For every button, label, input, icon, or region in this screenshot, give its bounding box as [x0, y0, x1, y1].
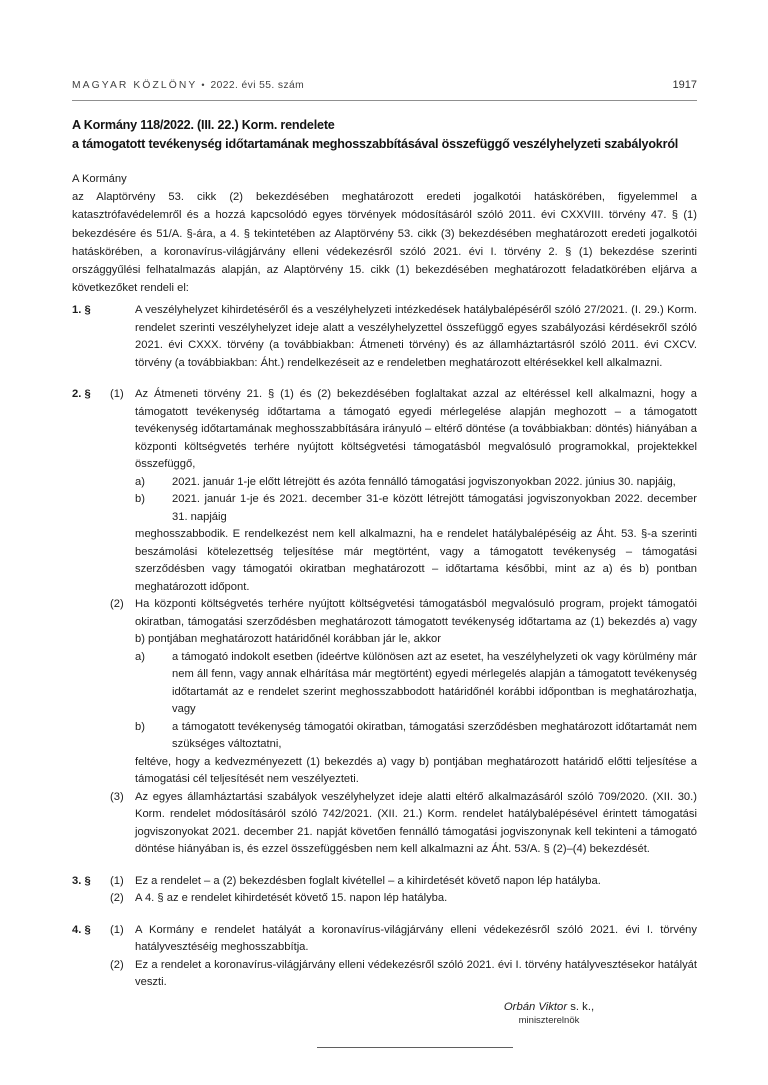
subsection-text: [135, 302, 697, 372]
section-number: 2. §: [72, 388, 91, 401]
subsection-marker: (1): [110, 388, 124, 401]
list-item-marker: a): [135, 475, 145, 488]
subsection-2-1: [110, 386, 697, 596]
decree-title-line2: a támogatott tevékenység időtartamának meghosszabbításával összefüggő veszélyhelyzeti szabályokról: [72, 137, 679, 151]
signatory-name-italic: Orbán Viktor: [503, 1000, 568, 1013]
subsection-text: [135, 789, 697, 859]
subsection: [110, 302, 697, 372]
signatory-name: [439, 1001, 659, 1013]
list-item: [135, 719, 697, 754]
signatory-role: miniszterelnök: [518, 1014, 580, 1026]
list-item-marker: b): [135, 493, 145, 506]
section-body: [110, 386, 697, 859]
subsection-text: [135, 957, 697, 992]
subsection-3-1: [110, 873, 697, 891]
subsection-marker: (2): [110, 958, 124, 971]
section-2: [72, 386, 697, 859]
subsection-text: [135, 596, 697, 789]
subsection-marker: (1): [110, 923, 124, 936]
section-body: [110, 873, 697, 908]
list-item-text: 2021. január 1-je és 2021. december 31-e között létrejött támogatási jogviszonyokban 2022. december 31. napjáig: [172, 493, 697, 523]
subsection-3-2: [110, 890, 697, 908]
subsection-marker: [110, 302, 135, 372]
subsection-2-3: [110, 789, 697, 859]
signature-block: [439, 1001, 659, 1026]
decree-title-line1: A Kormány 118/2022. (III. 22.) Korm. rendelete: [72, 118, 335, 132]
section-number: 4. §: [72, 923, 91, 936]
preamble-intro: A Kormány: [72, 173, 127, 185]
list-item: [135, 491, 697, 526]
paragraph-text: Az egyes államháztartási szabályok veszélyhelyzet ideje alatti eltérő alkalmazásáról szóló 709/2020. (XII. 30.) Korm. rendelet módosításáról szóló 742/2021. (XII. 21.) Korm. rendelet hatálybalépésével érintett támogatási jogviszonyokat 2021. december 21. napját követően fennálló támogatási jogviszonynak kell tekinteni a támogató döntése hiányában is, és ezzel összefüggésben nem kell alkalmazni az Áht. 53/A. § (2)–(4) bekezdését.: [135, 790, 697, 856]
preamble-text: az Alaptörvény 53. cikk (2) bekezdésében meghatározott eredeti jogalkotói hatáskörében, figyelemmel a katasztrófavédelemről és a hozzá kapcsolódó egyes törvények módosításáról szóló 2011. évi CXXVIII. törvény 47. § (1) bekezdésére és 51/A. §-ára, a 4. § tekintetében az Alaptörvény 53. cikk (3) bekezdésében meghatározott eredeti jogalkotói hatáskörében, a koronavírus-világjárvány elleni védekezésről szóló 2021. évi I. törvény 2. § (1) bekezdése szerinti országgyűlési felhatalmazás alapján, az Alaptörvény 15. cikk (1) bekezdésében meghatározott feladatkörében eljárva a következőket rendeli el:: [72, 191, 697, 295]
list-item-text: a támogató indokolt esetben (ideértve különösen azt az esetet, ha veszélyhelyzeti ok vagy körülmény már nem áll fenn, vagy annak elhárítása már megtörtént) egyedi mérlegelés alapján a támogatott tevékenység időtartamát az e rendelet szerint meghosszabbodott határidőnél korábbi időpontban is meghatározhatja, vagy: [172, 650, 697, 716]
section-3: [72, 873, 697, 908]
paragraph-text: Az Átmeneti törvény 21. § (1) és (2) bekezdésében foglaltakat azzal az eltéréssel kell alkalmazni, hogy a támogatott tevékenység időtartama a támogató egyedi mérlegelése alapján meghozott – a támogatott tevékenység időtartamának meghosszabbítására irányuló – eltérő döntése (a továbbiakban: döntés) hiányában a központi költségvetés terhére nyújtott költségvetési támogatásból megvalósuló programokkal, projektekkel összefüggő,: [135, 388, 697, 471]
subsection-text: [135, 890, 697, 908]
list-item: [135, 474, 697, 492]
list-item-marker: b): [135, 720, 145, 733]
page-number: 1917: [672, 79, 697, 91]
list-item-text: a támogatott tevékenység támogatói okiratban, támogatási szerződésben meghatározott időtartamát nem szükséges változtatni,: [172, 720, 697, 751]
section-body: [110, 922, 697, 992]
decree-body: [72, 302, 697, 992]
issue-number: 2022. évi 55. szám: [210, 80, 305, 91]
decree-title: [72, 116, 697, 154]
list-item-marker: a): [135, 650, 145, 663]
paragraph-text: Ez a rendelet – a (2) bekezdésben foglalt kivétellel – a kihirdetését követő napon lép hatályba.: [135, 874, 601, 887]
subsection-text: [135, 386, 697, 596]
list-item: [135, 649, 697, 719]
paragraph-text: feltéve, hogy a kedvezményezett (1) bekezdés a) vagy b) pontjában meghatározott határidő előtti teljesítése a támogatási cél teljesítését nem veszélyezteti.: [135, 755, 697, 786]
journal-title-group: [72, 75, 304, 93]
section-4: [72, 922, 697, 992]
paragraph-text: A veszélyhelyzet kihirdetéséről és a veszélyhelyzeti intézkedések hatálybalépéséről szóló 27/2021. (I. 29.) Korm. rendelet szerinti veszélyhelyzet ideje alatt a veszélyhelyzettel összefüggő egyes szabályozási kérdésekről szóló 2021. évi CXXX. törvény (a továbbiakban: Átmeneti törvény) és az államháztartásról szóló 2011. évi CXCV. törvény (a továbbiakban: Áht.) rendelkezéseit az e rendeletben meghatározott eltérésekkel kell alkalmazni.: [135, 304, 697, 369]
journal-header: [72, 75, 697, 93]
journal-name: MAGYAR KÖZLÖNY: [72, 80, 198, 91]
subsection-2-2: [110, 596, 697, 789]
paragraph-text: Ha központi költségvetés terhére nyújtott költségvetési támogatásból megvalósuló program, projekt támogatói okiratban, támogatási szerződésben meghatározott támogatott tevékenység időtartama az (1) bekezdés a) vagy b) pontjában meghatározott határidőnél korábban jár le, akkor: [135, 598, 697, 646]
subsection-text: [135, 873, 697, 891]
paragraph-text: meghosszabbodik. E rendelkezést nem kell alkalmazni, ha e rendelet hatálybalépéséig az Áht. 53. §-a szerinti beszámolási kötelezettség teljesítése már megtörtént, vagy a támogatott tevékenység – támogatási szerződésben vagy támogatói okiratban meghatározott – időtartama későbbi, mint az a) és b) pontban meghatározott időpont.: [135, 528, 697, 593]
bullet-separator: •: [201, 80, 205, 90]
paragraph-text: Ez a rendelet a koronavírus-világjárvány elleni védekezésről szóló 2021. évi I. törvény hatályvesztésekor hatályát veszti.: [135, 958, 697, 989]
subsection-marker: (3): [110, 790, 124, 803]
header-rule: [72, 100, 697, 101]
paragraph-text: A 4. § az e rendelet kihirdetését követő 15. napon lép hatályba.: [135, 892, 448, 905]
section-number: 1. §: [72, 304, 91, 317]
subsection-4-1: [110, 922, 697, 957]
list-item-text: 2021. január 1-je előtt létrejött és azóta fennálló támogatási jogviszonyokban 2022. június 30. napjáig,: [172, 475, 676, 488]
end-divider: [317, 1047, 513, 1048]
subsection-text: [135, 922, 697, 957]
subsection-marker: (1): [110, 874, 124, 887]
subsection-marker: (2): [110, 892, 124, 905]
section-number: 3. §: [72, 874, 91, 887]
section-1: [72, 302, 697, 372]
section-body: [110, 302, 697, 372]
subsection-marker: (2): [110, 598, 124, 611]
paragraph-text: A Kormány e rendelet hatályát a koronavírus-világjárvány elleni védekezésről szóló 2021. évi I. törvény hatályvesztéséig meghosszabbítja.: [135, 923, 697, 954]
signatory-suffix: s. k.,: [567, 1000, 595, 1013]
subsection-4-2: [110, 957, 697, 992]
preamble: [72, 170, 697, 297]
